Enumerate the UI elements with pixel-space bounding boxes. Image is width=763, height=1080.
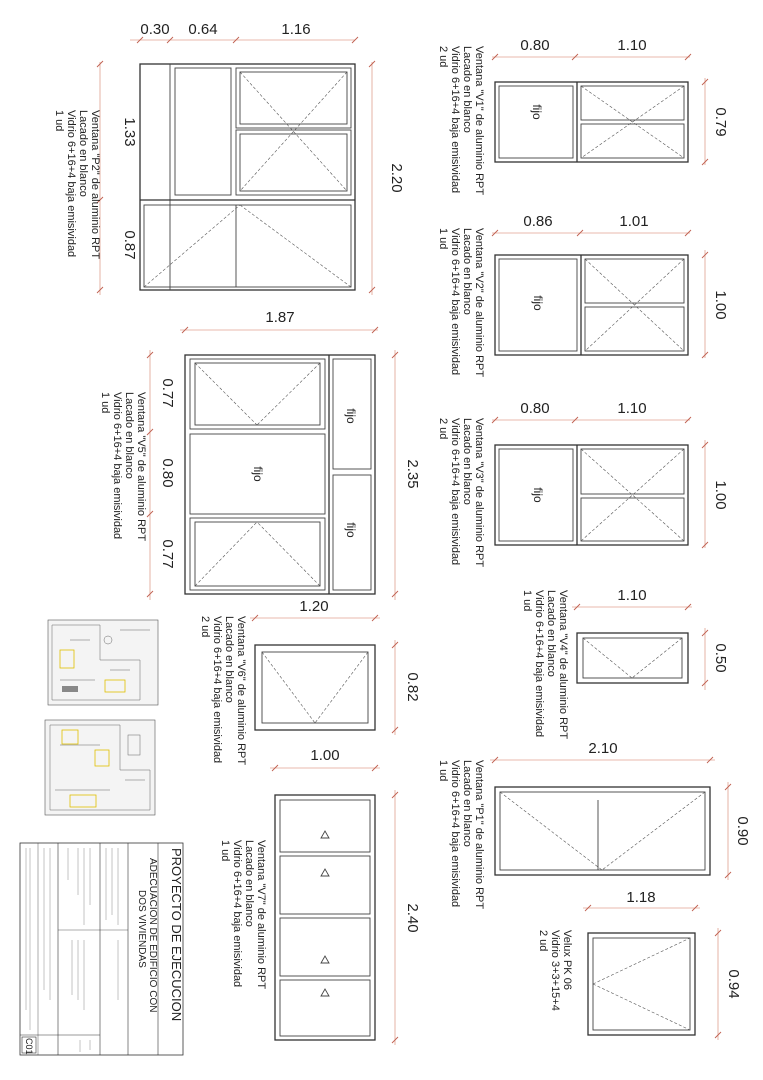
- v5-fijo-bottom: fijo: [344, 522, 358, 538]
- v7-desc-4: 1 ud: [219, 840, 231, 862]
- v2-desc-4: 1 ud: [437, 228, 449, 250]
- dim-p2-e: 0.87: [121, 230, 138, 260]
- dim-p2-b: 0.64: [188, 21, 218, 38]
- window-v3: [437, 400, 729, 567]
- dim-v7-a: 1.00: [310, 747, 340, 764]
- v5-desc-3: Vidrio 6+16+4 baja emisividad: [111, 392, 123, 540]
- window-v7: [219, 747, 421, 1045]
- dim-p1-a: 2.10: [588, 740, 618, 757]
- v3-desc-2: Lacado en blanco: [461, 418, 473, 505]
- v3-fijo: fijo: [531, 487, 545, 503]
- window-p1: [437, 740, 751, 909]
- p2-desc-2: Lacado en blanco: [77, 110, 89, 197]
- window-v6: [199, 598, 421, 765]
- v5-desc-4: 1 ud: [99, 392, 111, 414]
- dim-v2-b: 1.01: [619, 213, 649, 230]
- window-p2: [53, 21, 405, 295]
- v5-fijo-center: fijo: [251, 466, 265, 482]
- p1-desc-3: Vidrio 6+16+4 baja emisividad: [449, 760, 461, 908]
- p2-desc-1: Ventana "P2" de aluminio RPT: [89, 110, 101, 260]
- dim-v3-c: 1.00: [712, 480, 729, 510]
- v1-fijo: fijo: [530, 104, 544, 120]
- p1-desc-1: Ventana "P1" de aluminio RPT: [473, 760, 485, 910]
- v4-desc-1: Ventana "V4" de aluminio RPT: [557, 590, 569, 740]
- v4-desc-2: Lacado en blanco: [545, 590, 557, 677]
- dim-p2-f: 2.20: [388, 163, 405, 193]
- v1-desc-4: 2 ud: [437, 46, 449, 68]
- dim-p2-c: 1.16: [281, 21, 311, 38]
- dim-v1-b: 1.10: [617, 37, 647, 54]
- dim-v3-a: 0.80: [520, 400, 550, 417]
- dim-v6-a: 1.20: [299, 598, 329, 615]
- dim-v4-a: 1.10: [617, 587, 647, 604]
- dim-v5-b: 0.77: [159, 378, 176, 408]
- velux-desc-1: Velux PK 06: [561, 930, 573, 990]
- v6-desc-1: Ventana "V6" de aluminio RPT: [235, 616, 247, 766]
- v2-desc-2: Lacado en blanco: [461, 228, 473, 315]
- p2-desc-4: 1 ud: [53, 110, 65, 132]
- key-plan-lower: [45, 720, 155, 815]
- project-title: PROYECTO DE EJECUCION: [169, 848, 184, 1022]
- p2-desc-3: Vidrio 6+16+4 baja emisividad: [65, 110, 77, 258]
- v5-desc-1: Ventana "V5" de aluminio RPT: [135, 392, 147, 542]
- dim-v1-c: 0.79: [712, 107, 729, 137]
- dim-v5-c: 0.80: [159, 458, 176, 488]
- velux-desc-2: Vidrio 3+3+15+4: [549, 930, 561, 1011]
- v7-desc-3: Vidrio 6+16+4 baja emisividad: [231, 840, 243, 988]
- dim-v5-d: 0.77: [159, 539, 176, 569]
- dim-v3-b: 1.10: [617, 400, 647, 417]
- v6-desc-2: Lacado en blanco: [223, 616, 235, 703]
- v7-desc-1: Ventana "V7" de aluminio RPT: [255, 840, 267, 990]
- window-v4: [521, 587, 729, 739]
- sheet-number: C01: [24, 1038, 34, 1055]
- dim-v6-b: 0.82: [404, 672, 421, 702]
- project-subtitle-2: DOS VIVIENDAS: [136, 890, 147, 968]
- p1-desc-2: Lacado en blanco: [461, 760, 473, 847]
- dim-v2-a: 0.86: [523, 213, 553, 230]
- p1-desc-4: 1 ud: [437, 760, 449, 782]
- v1-desc-3: Vidrio 6+16+4 baja emisividad: [449, 46, 461, 194]
- dim-v4-b: 0.50: [712, 643, 729, 673]
- v6-desc-4: 2 ud: [199, 616, 211, 638]
- project-subtitle-1: ADECUACION DE EDIFICIO CON: [147, 858, 158, 1013]
- dim-v7-b: 2.40: [404, 903, 421, 933]
- v4-desc-3: Vidrio 6+16+4 baja emisividad: [533, 590, 545, 738]
- v5-desc-2: Lacado en blanco: [123, 392, 135, 479]
- dim-p2-a: 0.30: [140, 21, 170, 38]
- v1-desc-2: Lacado en blanco: [461, 46, 473, 133]
- window-velux: [537, 889, 742, 1040]
- window-v5: [99, 309, 421, 600]
- v4-desc-4: 1 ud: [521, 590, 533, 612]
- window-v1: [437, 37, 729, 195]
- window-v2: [437, 213, 729, 377]
- v2-fijo: fijo: [531, 295, 545, 311]
- v7-desc-2: Lacado en blanco: [243, 840, 255, 927]
- v3-desc-3: Vidrio 6+16+4 baja emisividad: [449, 418, 461, 566]
- v1-desc-1: Ventana "V1" de aluminio RPT: [473, 46, 485, 196]
- v3-desc-1: Ventana "V3" de aluminio RPT: [473, 418, 485, 568]
- key-plan-upper: [48, 620, 158, 705]
- title-block: [20, 843, 184, 1055]
- v3-desc-4: 2 ud: [437, 418, 449, 440]
- dim-p2-d: 1.33: [121, 117, 138, 147]
- dim-v5-e: 2.35: [404, 459, 421, 489]
- dim-v5-a: 1.87: [265, 309, 295, 326]
- velux-desc-3: 2 ud: [537, 930, 549, 952]
- dim-velux-a: 1.18: [626, 889, 656, 906]
- dim-v1-a: 0.80: [520, 37, 550, 54]
- v6-desc-3: Vidrio 6+16+4 baja emisividad: [211, 616, 223, 764]
- v5-fijo-top: fijo: [344, 408, 358, 424]
- v2-desc-1: Ventana "V2" de aluminio RPT: [473, 228, 485, 378]
- v2-desc-3: Vidrio 6+16+4 baja emisividad: [449, 228, 461, 376]
- dim-p1-b: 0.90: [734, 816, 751, 846]
- dim-v2-c: 1.00: [712, 290, 729, 320]
- dim-velux-b: 0.94: [725, 969, 742, 999]
